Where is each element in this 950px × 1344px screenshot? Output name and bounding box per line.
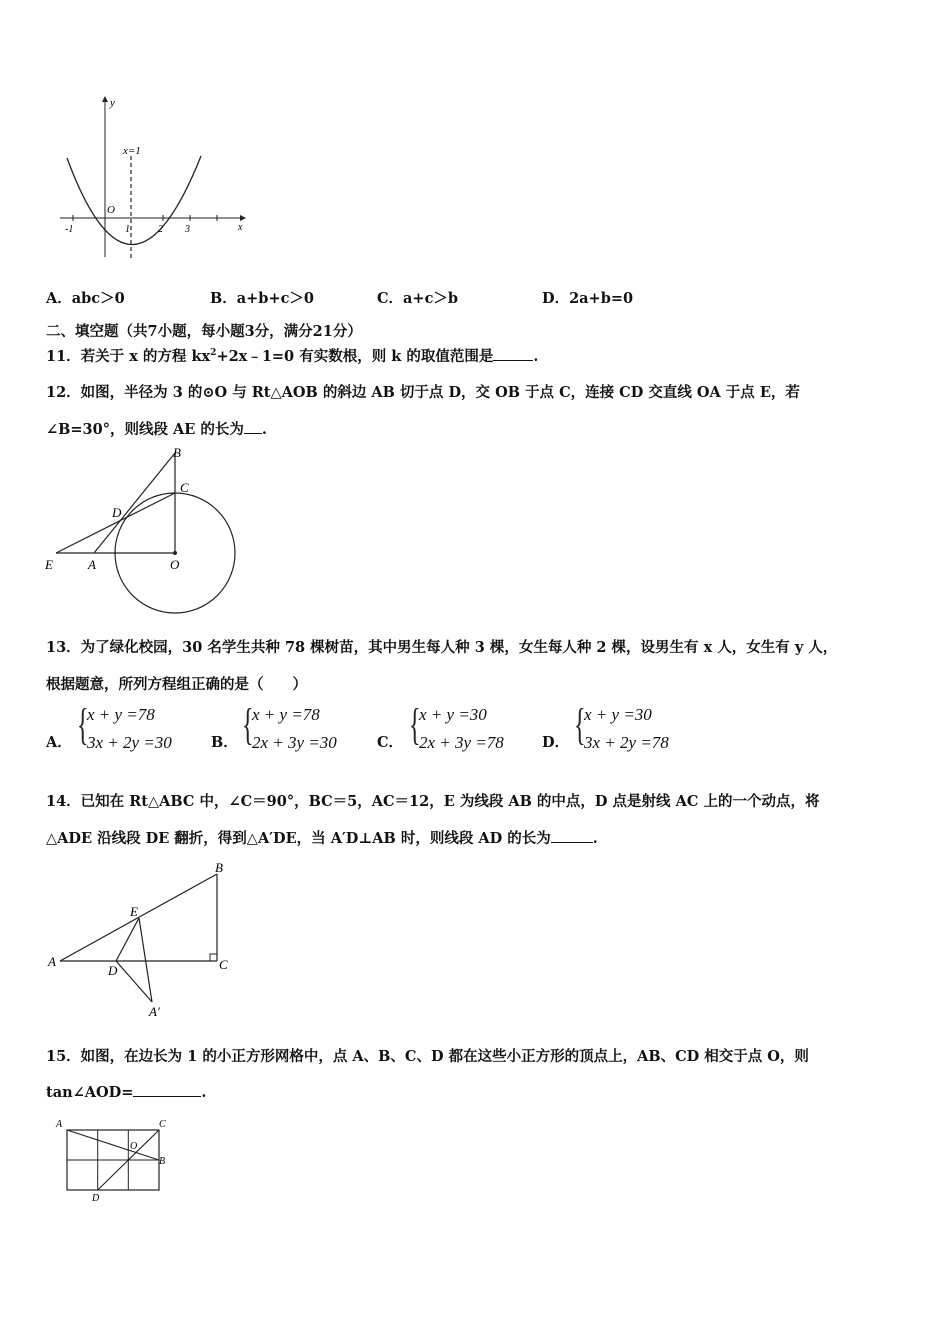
label-b: B — [159, 1156, 166, 1167]
label-o: O — [170, 557, 180, 572]
q10-option-d[interactable]: D．2a+b=0 — [542, 290, 634, 307]
q12-figure — [44, 445, 240, 617]
q13-c-eq1: x + y =30 — [419, 705, 487, 724]
q10-option-a[interactable]: A．abc＞0 — [46, 290, 125, 307]
q10-option-b[interactable]: B．a+b+c＞0 — [210, 290, 315, 307]
label-d: D — [108, 963, 118, 978]
tick-neg1: -1 — [65, 224, 74, 235]
label-a: A — [88, 557, 96, 572]
q13-option-a-label[interactable]: A． — [46, 734, 72, 751]
tick-1: 1 — [125, 224, 130, 235]
q12-line1: 12．如图，半径为 3 的⊙O 与 Rt△AOB 的斜边 AB 切于点 D，交 OB 于点 C，连接 CD 交直线 OA 于点 E，若 — [46, 384, 800, 401]
label-c: C — [180, 480, 189, 495]
label-b: B — [173, 445, 181, 460]
x-axis-label: x — [238, 222, 243, 233]
label-b: B — [215, 860, 223, 875]
parabola-graph — [55, 92, 255, 264]
q14-figure — [44, 856, 240, 1024]
label-e: E — [130, 904, 138, 919]
tick-3: 3 — [185, 224, 190, 235]
q10-option-c[interactable]: C．a+c＞b — [377, 290, 459, 307]
label-o: O — [130, 1141, 138, 1152]
q13-option-d-system[interactable]: { x + y =30 3x + 2y =78 — [574, 700, 669, 752]
q13-a-eq1: x + y =78 — [87, 705, 155, 724]
q13-option-c-label[interactable]: C． — [377, 734, 404, 751]
q15-grid-figure — [52, 1116, 178, 1206]
q13-option-a-system[interactable]: { x + y =78 3x + 2y =30 — [77, 700, 172, 752]
q15-line1: 15．如图，在边长为 1 的小正方形网格中，点 A、B、C、D 都在这些小正方形的顶点上，AB、CD 相交于点 O，则 — [46, 1048, 809, 1065]
origin-label: O — [107, 204, 115, 216]
y-axis-label: y — [110, 97, 115, 109]
label-e: E — [45, 557, 53, 572]
tick-2: 2 — [158, 224, 163, 235]
q13-line2: 根据题意，所列方程组正确的是（ ） — [46, 676, 307, 693]
q13-c-eq2: 2x + 3y =78 — [419, 733, 504, 752]
q13-option-d-label[interactable]: D． — [542, 734, 570, 751]
label-c: C — [159, 1119, 166, 1130]
label-a: A — [48, 954, 56, 969]
q12-answer-blank[interactable] — [244, 419, 262, 434]
label-a-prime: A′ — [149, 1004, 160, 1019]
section-heading: 二、填空题（共7小题，每小题3分，满分21分） — [46, 323, 362, 340]
q13-option-b-system[interactable]: { x + y =78 2x + 3y =30 — [242, 700, 337, 752]
q11-text: 11．若关于 x 的方程 $kx^2+2x﹣1=0$ 有实数根，则 k 的取值范围是 . — [46, 348, 539, 365]
q14-line2: △ADE 沿线段 DE 翻折，得到△A′DE，当 A′D⊥AB 时，则线段 AD 的长为 . — [46, 830, 598, 847]
q13-option-c-system[interactable]: { x + y =30 2x + 3y =78 — [409, 700, 504, 752]
label-d: D — [92, 1193, 100, 1204]
label-a: A — [56, 1119, 63, 1130]
q13-a-eq2: 3x + 2y =30 — [87, 733, 172, 752]
q14-line1: 14．已知在 Rt△ABC 中，∠C＝90°，BC＝5，AC＝12，E 为线段 AB 的中点，D 点是射线 AC 上的一个动点，将 — [46, 793, 820, 810]
q15-answer-blank[interactable] — [133, 1082, 201, 1097]
q13-line1: 13．为了绿化校园，30 名学生共种 78 棵树苗，其中男生每人种 3 棵，女生每人种 2 棵，设男生有 x 人，女生有 y 人， — [46, 639, 838, 656]
q12-line2: ∠B=30°，则线段 AE 的长为 . — [46, 421, 267, 438]
q13-d-eq2: 3x + 2y =78 — [584, 733, 669, 752]
parabola-curve — [67, 156, 201, 245]
q11-answer-blank[interactable] — [493, 346, 533, 361]
q13-b-eq1: x + y =78 — [252, 705, 320, 724]
symmetry-label: x=1 — [123, 145, 141, 157]
q15-line2: tan∠AOD= . — [46, 1084, 207, 1101]
q14-answer-blank[interactable] — [551, 828, 593, 843]
q13-d-eq1: x + y =30 — [584, 705, 652, 724]
q13-option-b-label[interactable]: B． — [211, 734, 238, 751]
label-d: D — [112, 505, 122, 520]
q13-b-eq2: 2x + 3y =30 — [252, 733, 337, 752]
label-c: C — [219, 957, 228, 972]
